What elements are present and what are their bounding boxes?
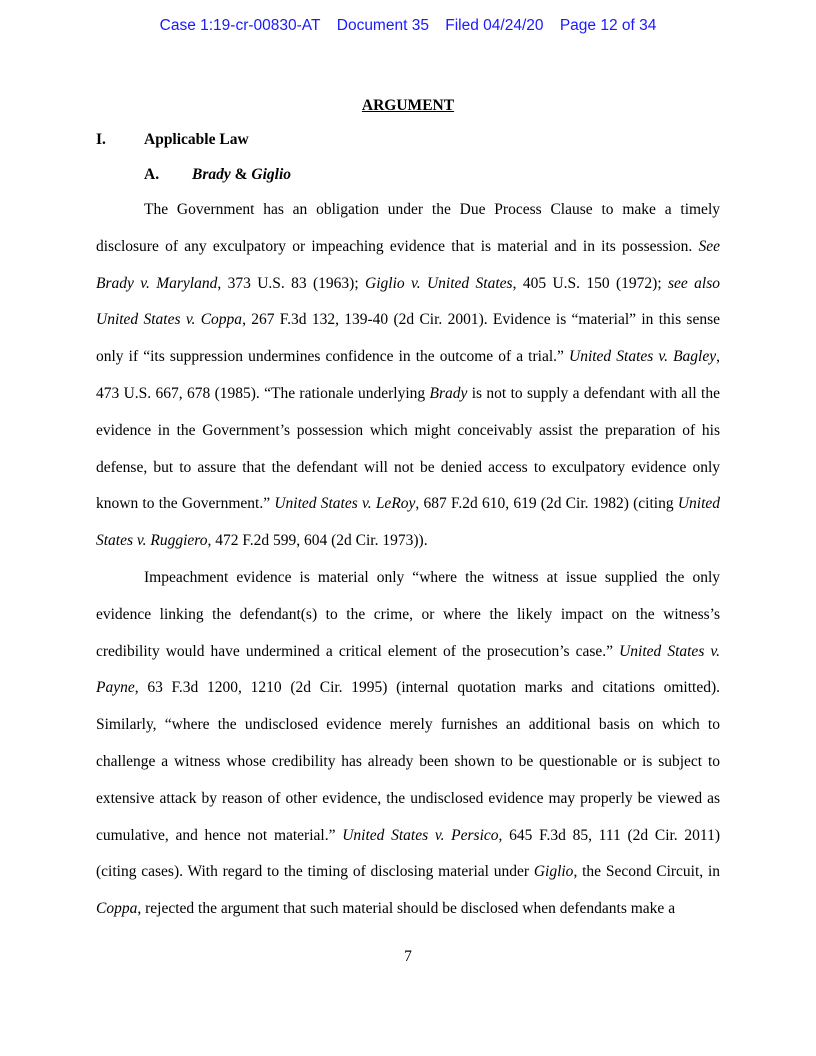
p2-text-2: , 63 F.3d 1200, 1210 (2d Cir. 1995) (internal quotation marks and citations omitted). Similarly, “where the undisclosed evidence merely furnishes an additional basis on which to challenge a witness whose credibility has already been shown to be questionable or is subject to extensive attack by reason of other evidence, the undisclosed evidence may properly be viewed as cumulative, and hence not material.” bbox=[96, 679, 720, 844]
p2-text-1: Impeachment evidence is material only “where the witness at issue supplied the only evidence linking the defendant(s) to the crime, or where the likely impact on the witness’s credibility would have undermined a critical element of the prosecution’s case.” bbox=[96, 569, 720, 660]
page-title: ARGUMENT bbox=[361, 97, 455, 114]
filed-date: Filed 04/24/20 bbox=[445, 17, 544, 34]
section-label: Applicable Law bbox=[144, 131, 249, 148]
page-of-total: Page 12 of 34 bbox=[559, 17, 657, 34]
p1-cite-1: See Brady v. Maryland bbox=[96, 237, 720, 292]
paragraph-brady bbox=[96, 192, 720, 560]
p1-text-3: , 405 U.S. 150 (1972); bbox=[512, 274, 668, 292]
p2-text-3: , 645 F.3d 85, 111 (2d Cir. 2011) (citing cases). With regard to the timing of disclosing material under bbox=[96, 826, 720, 881]
page-number: 7 bbox=[404, 948, 412, 965]
p1-cite-4: United States v. Bagley bbox=[569, 348, 717, 366]
paragraph-impeachment bbox=[96, 560, 720, 928]
case-number: Case 1:19-cr-00830-AT bbox=[159, 17, 321, 34]
subsection-number: A. bbox=[144, 166, 160, 183]
subsection-ampersand: & bbox=[230, 166, 252, 183]
ecf-header bbox=[0, 17, 816, 35]
p1-cite-7: United States v. Ruggiero bbox=[96, 495, 720, 550]
p2-cite-1: United States v. Payne bbox=[96, 642, 720, 697]
subsection-label bbox=[192, 166, 291, 184]
p1-text-2: , 373 U.S. 83 (1963); bbox=[217, 274, 366, 292]
document-number: Document 35 bbox=[336, 17, 429, 34]
p2-text-5: , rejected the argument that such material should be disclosed when defendants make a bbox=[137, 900, 676, 918]
p2-cite-3: Giglio bbox=[533, 863, 574, 881]
p2-text-4: , the Second Circuit, in bbox=[573, 863, 720, 881]
p1-text-5: , 473 U.S. 667, 678 (1985). “The rationale underlying bbox=[96, 348, 720, 402]
p1-text-1: The Government has an obligation under the Due Process Clause to make a timely disclosure of any exculpatory or impeaching evidence that is material and in its possession. bbox=[96, 201, 720, 255]
p1-text-7: , 687 F.2d 610, 619 (2d Cir. 1982) (citing bbox=[415, 495, 678, 513]
p1-text-8: , 472 F.2d 599, 604 (2d Cir. 1973)). bbox=[207, 532, 428, 550]
p1-cite-3: see also United States v. Coppa bbox=[96, 274, 720, 329]
subsection-label-b: Giglio bbox=[251, 166, 292, 183]
p1-cite-2: Giglio v. United States bbox=[365, 274, 513, 292]
subsection-label-a: Brady bbox=[192, 166, 231, 183]
p2-cite-2: United States v. Persico bbox=[342, 826, 499, 844]
p2-cite-4: Coppa bbox=[96, 900, 138, 918]
p1-cite-6: United States v. LeRoy bbox=[274, 495, 416, 513]
p1-text-4: , 267 F.3d 132, 139-40 (2d Cir. 2001). Evidence is “material” in this sense only if “its suppression undermines confidence in the outcome of a trial.” bbox=[96, 311, 720, 366]
p1-cite-5: Brady bbox=[429, 384, 468, 402]
p1-text-6: is not to supply a defendant with all the evidence in the Government’s possession which might conceivably assist the preparation of his defense, but to assure that the defendant will not be denied access to exculpatory evidence only known to the Government.” bbox=[96, 384, 720, 513]
section-number: I. bbox=[96, 131, 106, 148]
